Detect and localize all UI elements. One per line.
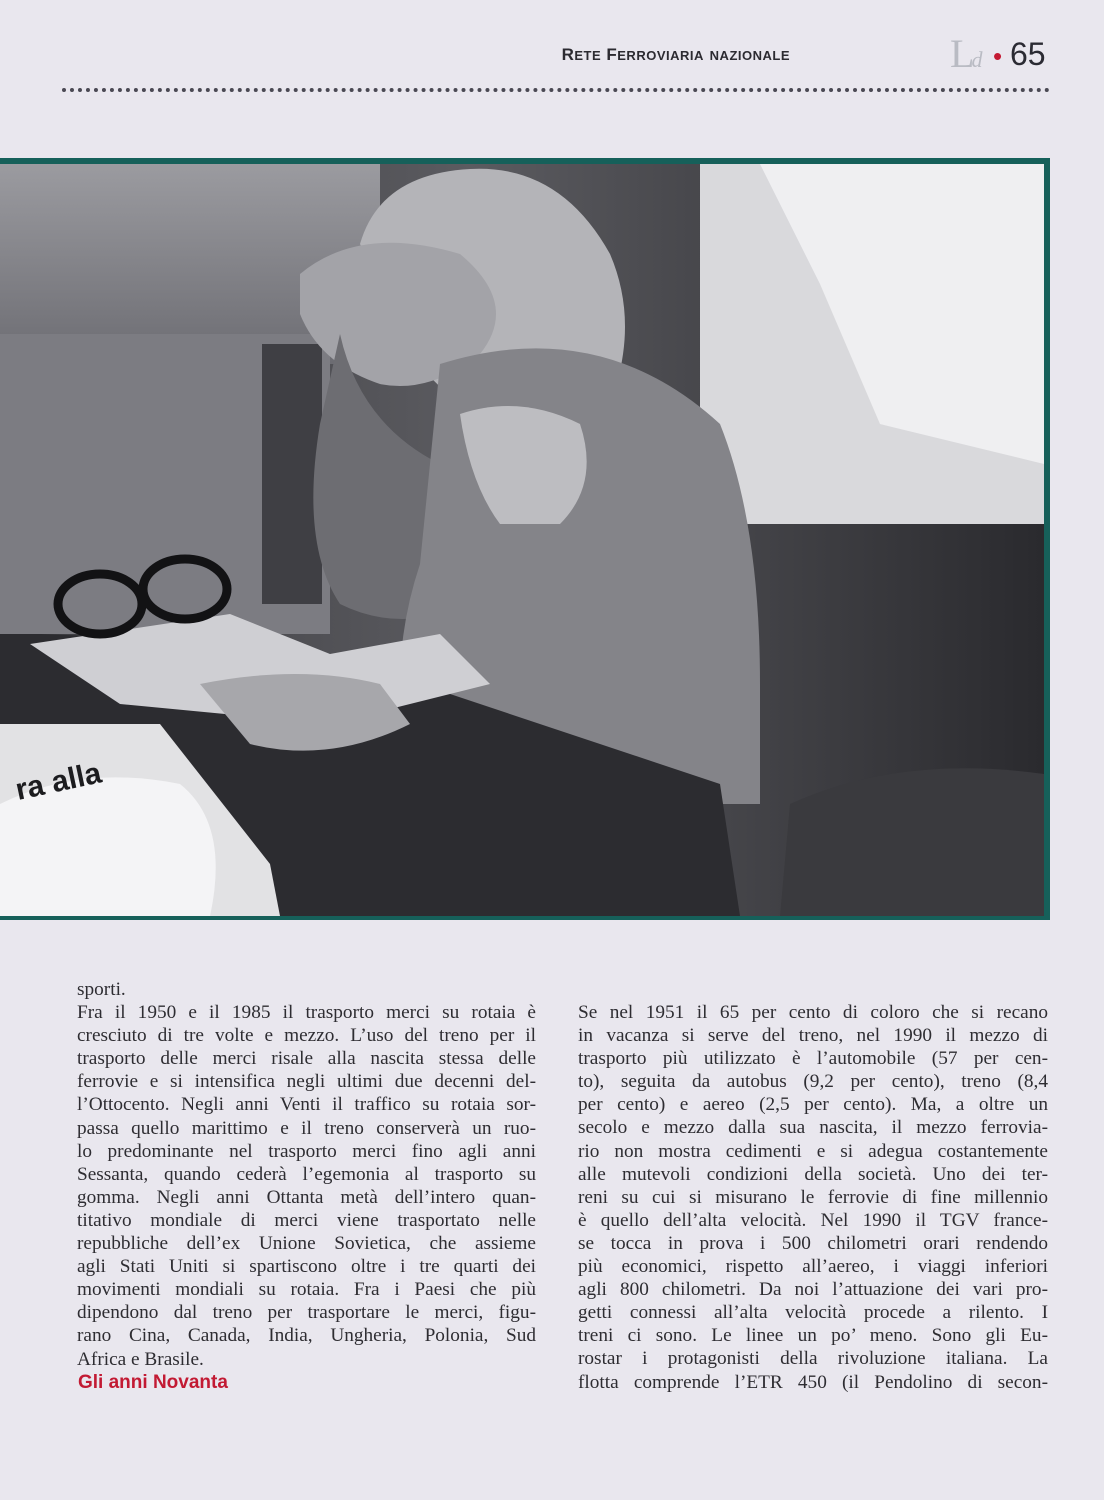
- paragraph-line: l’Ottocento. Negli anni Venti il traffico su rotaia sor-: [77, 1094, 536, 1116]
- header-word-rest: erroviaria nazionale: [617, 44, 790, 65]
- paragraph-line: treni ci sono. Le linee un po’ meno. Sono gli Eu-: [578, 1325, 1048, 1347]
- header-initial-r: R: [561, 45, 575, 64]
- paragraph-line: Sessanta, quando cederà l’egemonia al trasporto su: [77, 1163, 536, 1185]
- page-bullet-icon: •: [993, 41, 1003, 71]
- paragraph-line: lo predominante nel trasporto merci fino agli anni: [77, 1140, 536, 1162]
- paragraph-line: per cento) e aereo (2,5 per cento). Ma, a oltre un: [578, 1094, 1048, 1116]
- paragraph-line: rio non mostra cedimenti e si adegua costantemente: [578, 1140, 1048, 1162]
- photo-illustration: [0, 164, 1044, 916]
- paragraph-line: dipendono dal treno per trasportare le merci, figu-: [77, 1302, 536, 1324]
- paragraph-line: to), seguita da autobus (9,2 per cento), treno (8,4: [578, 1071, 1048, 1093]
- paragraph-line: flotta comprende l’ETR 450 (il Pendolino di secon-: [578, 1371, 1048, 1393]
- magazine-logo: [950, 31, 980, 76]
- paragraph-line: trasporto delle merci risale alla nascita stessa delle: [77, 1048, 536, 1070]
- page-number: 65: [1010, 36, 1046, 72]
- paragraph-line: secolo e mezzo dalla sua nascita, il mezzo ferrovia-: [578, 1117, 1048, 1139]
- paragraph-line: è quello dell’alta velocità. Nel 1990 il TGV france-: [578, 1209, 1048, 1231]
- paragraph-line: più economici, rispetto all’aereo, i viaggi inferiori: [578, 1256, 1048, 1278]
- paragraph-line: agli 800 chilometri. Da noi l’attuazione dei vari pro-: [578, 1279, 1048, 1301]
- running-header: [0, 44, 790, 66]
- paragraph-line: alle mutevoli condizioni della società. Uno dei ter-: [578, 1163, 1048, 1185]
- paragraph-line: in vacanza si serve del treno, nel 1990 il mezzo di: [578, 1025, 1048, 1047]
- header-initial-f: F: [606, 45, 618, 64]
- paragraph-line: rano Cina, Canada, India, Ungheria, Polonia, Sud: [77, 1325, 536, 1347]
- paragraph-line: Se nel 1951 il 65 per cento di coloro che si recano: [578, 1002, 1048, 1023]
- text-column-left: [77, 978, 536, 1394]
- paragraph-line: agli Stati Uniti si spartiscono oltre i tre quarti dei: [77, 1256, 536, 1278]
- paragraph-line: rostar i protagonisti della rivoluzione italiana. La: [578, 1348, 1048, 1370]
- dotted-divider: [62, 88, 1050, 92]
- paragraph-line: repubbliche dell’ex Unione Sovietica, che assieme: [77, 1233, 536, 1255]
- paragraph-line: Fra il 1950 e il 1985 il trasporto merci su rotaia è: [77, 1002, 536, 1024]
- paragraph-line: reni su cui si misurano le ferrovie di fine millennio: [578, 1186, 1048, 1208]
- paragraph-line: titativo mondiale di merci viene trasportato nelle: [77, 1209, 536, 1231]
- paragraph-line: sporti.: [77, 979, 126, 1000]
- paragraph-line: ferrovie e si intensifica negli ultimi due decenni del-: [77, 1071, 536, 1093]
- section-subheading: Gli anni Novanta: [78, 1371, 228, 1393]
- paragraph-line: se tocca in prova i 500 chilometri orari rendendo: [578, 1232, 1048, 1254]
- logo-d: d: [971, 47, 980, 72]
- paragraph-line: cresciuto di tre volte e mezzo. L’uso del treno per il: [77, 1025, 536, 1047]
- text-column-right: [578, 1001, 1048, 1394]
- paragraph-line: gomma. Negli anni Ottanta metà dell’intero quan-: [77, 1186, 536, 1208]
- paragraph-line: getti connessi all’alta velocità procede a rilento. I: [578, 1302, 1048, 1324]
- logo-l: L: [950, 31, 972, 76]
- header-word-ete: ete: [574, 44, 602, 65]
- paragraph-line: Africa e Brasile.: [77, 1348, 204, 1370]
- photo-newspaper-text: ra alla: [12, 756, 105, 807]
- photo-tired-man-on-train: [0, 164, 1044, 916]
- paragraph-line: passa quello marittimo e il treno conserverà un ruo-: [77, 1117, 536, 1139]
- paragraph-line: trasporto più utilizzato è l’automobile (57 per cen-: [578, 1048, 1048, 1070]
- paragraph-line: movimenti mondiali su rotaia. Fra i Paesi che più: [77, 1279, 536, 1301]
